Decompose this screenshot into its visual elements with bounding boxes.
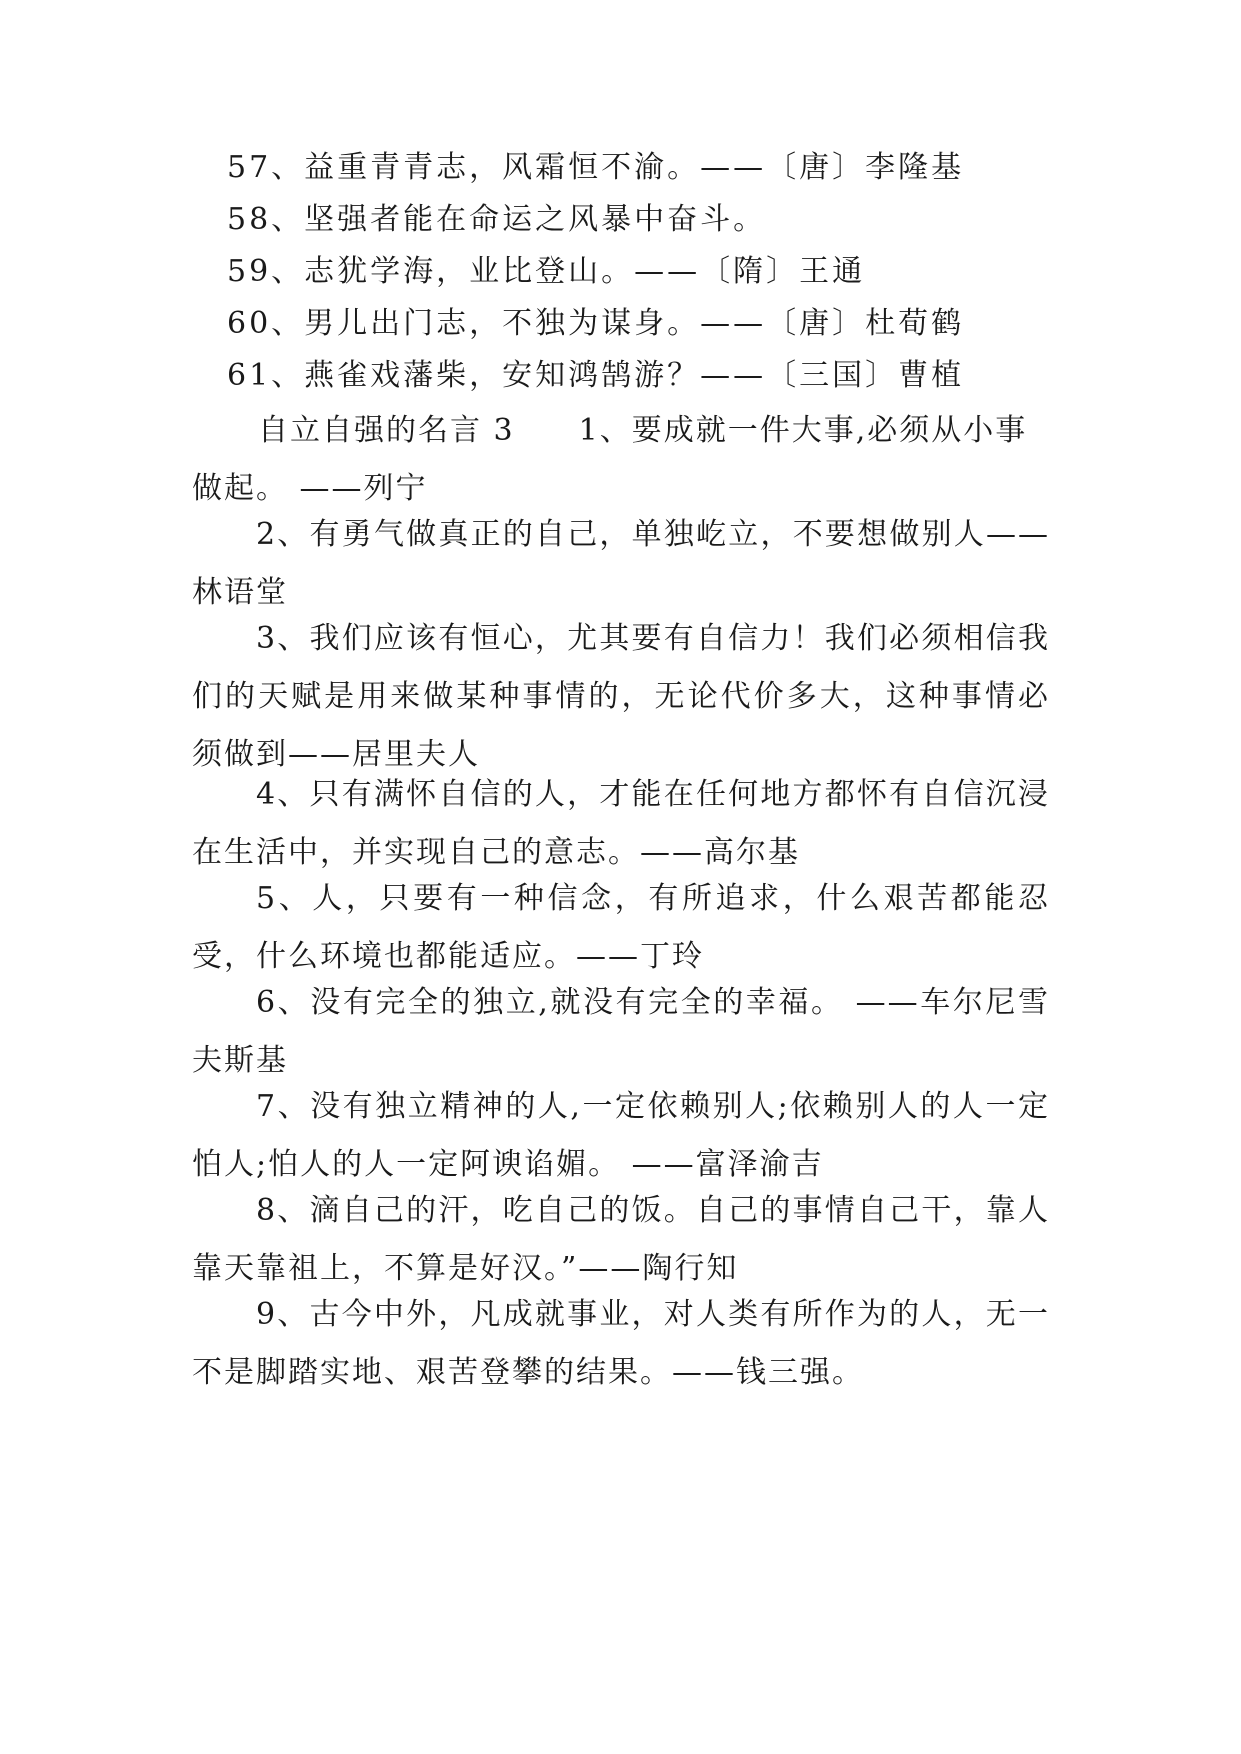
quote-2: 2、有勇气做真正的自己，单独屹立，不要想做别人——林语堂 [192,517,1050,610]
quote-58: 58、坚强者能在命运之风暴中奋斗。 [227,202,767,237]
quote-7: 7、没有独立精神的人,一定依赖别人;依赖别人的人一定怕人;怕人的人一定阿谀谄媚。 ——富泽渝吉 [192,1089,1050,1182]
quote-9: 9、古今中外，凡成就事业，对人类有所作为的人，无一不是脚踏实地、艰苦登攀的结果。——钱三强。 [192,1297,1050,1390]
quote-60: 60、男儿出门志，不独为谋身。——〔唐〕杜荀鹤 [227,306,965,341]
quote-1: 1、要成就一件大事,必须从小事做起。 ——列宁 [192,413,1028,506]
quote-5: 5、人，只要有一种信念，有所追求，什么艰苦都能忍受，什么环境也都能适应。——丁玲 [192,881,1050,974]
quote-57: 57、益重青青志，风霜恒不渝。——〔唐〕李隆基 [227,150,965,185]
quote-8: 8、滴自己的汗，吃自己的饭。自己的事情自己干，靠人靠天靠祖上，不算是好汉。”——陶行知 [192,1193,1050,1286]
section-heading: 自立自强的名言 3 [258,413,515,448]
quote-6: 6、没有完全的独立,就没有完全的幸福。 ——车尔尼雪夫斯基 [192,985,1050,1078]
quote-4: 4、只有满怀自信的人，才能在任何地方都怀有自信沉浸在生活中，并实现自己的意志。——高尔基 [192,777,1050,870]
quote-3: 3、我们应该有恒心，尤其要有自信力！我们必须相信我们的天赋是用来做某种事情的，无论代价多大，这种事情必须做到——居里夫人 [192,621,1050,772]
section-intro [192,402,1050,518]
quote-61: 61、燕雀戏藩柴，安知鸿鹄游？——〔三国〕曹植 [227,358,965,393]
quote-59: 59、志犹学海，业比登山。——〔隋〕王通 [227,254,866,289]
